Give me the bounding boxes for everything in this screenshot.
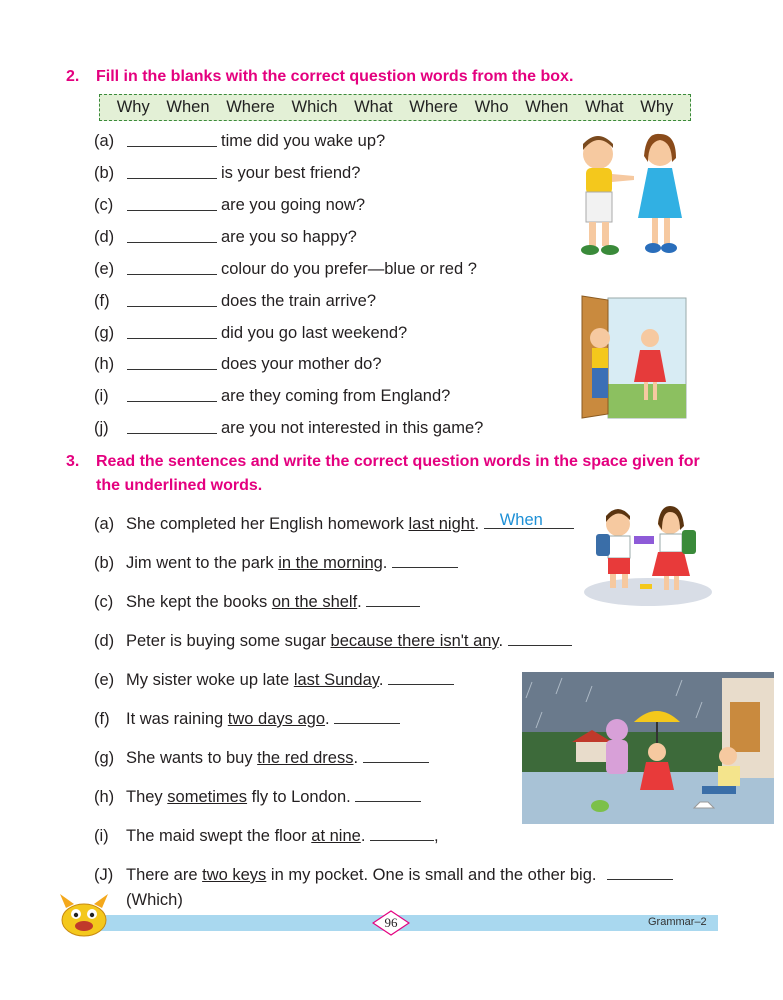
underlined-phrase: the red dress [257, 749, 354, 767]
item-text: colour do you prefer—blue or red ? [221, 260, 477, 278]
sentence-text: The maid swept the floor [126, 827, 312, 845]
underlined-phrase: because there isn't any [330, 632, 499, 650]
item-text: does your mother do? [221, 355, 382, 373]
item-label: (f) [94, 292, 110, 310]
sentence-text: She completed her English homework [126, 515, 409, 533]
book [634, 536, 654, 544]
answer-blank[interactable] [334, 709, 400, 724]
girl-leg [652, 218, 658, 244]
item-label: (b) [94, 554, 115, 572]
sentence-text: . [378, 671, 384, 689]
word-box-item: Who [474, 98, 509, 116]
answer-blank[interactable] [127, 274, 217, 275]
girl-head [641, 329, 659, 347]
backpack [682, 530, 696, 554]
sentence-text: It was raining [126, 710, 228, 728]
section-3-item-i: (i) The maid swept the floor at nine. , [94, 824, 439, 848]
item-label: (a) [94, 515, 115, 533]
underlined-phrase: on the shelf [271, 593, 358, 611]
section-3-item-e [94, 668, 454, 692]
page-number: 96 [384, 915, 398, 930]
frog [591, 800, 609, 812]
girl-shirt [660, 534, 682, 552]
girl-leg [653, 382, 657, 400]
sentence-text: She wants to buy [126, 749, 258, 767]
section-3-item-c [94, 590, 420, 614]
sentence-text: . [360, 827, 366, 845]
children-talking-illustration [568, 126, 696, 262]
boy-shorts [608, 558, 630, 574]
section-3-item-g [94, 746, 429, 770]
house-door [730, 702, 760, 752]
item-text: did you go last weekend? [221, 324, 408, 342]
section-2-number: 2. [66, 68, 80, 85]
boy-leg [589, 222, 596, 246]
underlined-phrase: last night [408, 515, 475, 533]
item-label: (h) [94, 788, 115, 806]
answer-blank[interactable] [508, 631, 572, 646]
boy-leg [622, 574, 628, 588]
item-label: (a) [94, 132, 115, 150]
sentence-text: . [357, 593, 362, 611]
answer-blank[interactable] [127, 433, 217, 434]
item-text: does the train arrive? [221, 292, 377, 310]
boy-shirt [592, 348, 608, 368]
rain-scene-illustration [522, 672, 774, 824]
sentence-text: fly to London. [247, 788, 351, 806]
section-3-item-d [94, 629, 572, 653]
raincoat [606, 740, 628, 774]
section-3-number: 3. [66, 453, 80, 470]
sentence-text: . [353, 749, 359, 767]
answer-blank[interactable] [127, 401, 217, 402]
answer-blank[interactable] [370, 826, 434, 841]
sentence-text: . [382, 554, 388, 572]
underlined-phrase: at nine [311, 827, 361, 845]
item-label: (J) [94, 866, 114, 884]
underlined-phrase: two keys [202, 866, 267, 884]
word-box-item: When [166, 98, 210, 116]
backpack [596, 534, 610, 556]
sentence-text: Peter is buying some sugar [126, 632, 331, 650]
book-title: Grammar–2 [648, 916, 707, 928]
fallen-book [640, 584, 652, 589]
answer-blank[interactable] [127, 242, 217, 243]
boy-shirt [586, 168, 612, 194]
door-scene-illustration [578, 294, 688, 422]
answer-blank[interactable] [392, 553, 458, 568]
boy-shirt [608, 536, 630, 558]
distant-house [576, 742, 608, 762]
item-label: (c) [94, 196, 114, 214]
item-label: (e) [94, 260, 115, 278]
item-label: (d) [94, 228, 115, 246]
boy-shoe [601, 245, 619, 255]
boy-arm [612, 174, 634, 182]
item-label: (h) [94, 355, 115, 373]
sentence-text: They [126, 788, 168, 806]
item-label: (g) [94, 324, 115, 342]
item-label: (e) [94, 671, 115, 689]
sentence-text: . [498, 632, 504, 650]
filled-answer: When [499, 511, 543, 529]
sentence-text: in my pocket. One is small and the other big. [266, 866, 597, 884]
item-text: are you not interested in this game? [221, 419, 484, 437]
hooded-child-head [606, 719, 628, 741]
monster-mascot-icon [56, 892, 112, 938]
word-box-item: Where [226, 98, 275, 116]
boy-leg [610, 574, 616, 588]
section-3-item-j [94, 863, 673, 887]
word-box-item: Why [116, 98, 150, 116]
section-3-item-j-hint: (Which) [126, 891, 183, 909]
section-3-item-h [94, 785, 421, 809]
underlined-phrase: sometimes [167, 788, 248, 806]
word-box [99, 94, 691, 121]
sentence-text: My sister woke up late [126, 671, 294, 689]
item-text: are you going now? [221, 196, 366, 214]
underlined-phrase: two days ago [227, 710, 326, 728]
item-label: (i) [94, 387, 109, 405]
boy-shirt [718, 766, 740, 786]
section-3-item-f [94, 707, 400, 731]
item-label: (g) [94, 749, 115, 767]
sentence-text: There are [126, 866, 203, 884]
item-label: (j) [94, 419, 109, 437]
item-text: time did you wake up? [221, 132, 386, 150]
underlined-phrase: in the morning [278, 554, 383, 572]
sentence-text: Jim went to the park [126, 554, 279, 572]
answer-blank[interactable] [127, 306, 217, 307]
item-label: (c) [94, 593, 114, 611]
section-3-title-line-2: the underlined words. [96, 477, 263, 494]
answer-blank[interactable] [355, 787, 421, 802]
boy-head [590, 328, 610, 348]
girl-head [648, 743, 666, 761]
item-text: is your best friend? [221, 164, 361, 182]
girl-shoe [645, 243, 661, 253]
boy-shorts [586, 192, 612, 222]
answer-blank[interactable] [127, 146, 217, 147]
word-box-item: When [525, 98, 569, 116]
girl-leg [664, 218, 670, 244]
girl-shoe [661, 243, 677, 253]
item-label: (d) [94, 632, 115, 650]
answer-blank[interactable] [366, 592, 420, 607]
word-box-item: Where [409, 98, 458, 116]
girl-skirt [652, 552, 690, 576]
ground [584, 578, 712, 606]
answer-blank[interactable] [127, 369, 217, 370]
word-box-item: Why [640, 98, 674, 116]
answer-blank[interactable] [127, 210, 217, 211]
answer-blank[interactable] [607, 865, 673, 880]
word-box-item: What [585, 98, 624, 116]
word-box-item: Which [291, 98, 338, 116]
answer-blank[interactable] [388, 670, 454, 685]
section-2-title: Fill in the blanks with the correct question words from the box. [96, 68, 574, 85]
item-text: are they coming from England? [221, 387, 451, 405]
answer-blank[interactable] [127, 338, 217, 339]
item-label: (b) [94, 164, 115, 182]
boy-leg [602, 222, 609, 246]
girl-leg [644, 382, 648, 400]
item-label: (f) [94, 710, 110, 728]
word-box-item: What [354, 98, 393, 116]
section-3-title-line-1: Read the sentences and write the correct question words in the space given for [96, 453, 700, 470]
boy-pants [592, 368, 608, 398]
sentence-text: She kept the books [126, 593, 272, 611]
sentence-text: . [474, 515, 480, 533]
item-label: (i) [94, 827, 109, 845]
item-text: are you so happy? [221, 228, 357, 246]
section-3-item-b [94, 551, 458, 575]
girl-dress [638, 168, 682, 218]
school-kids-illustration [578, 500, 713, 610]
girl-leg [664, 576, 669, 590]
boy-shoe [581, 245, 599, 255]
answer-blank[interactable] [363, 748, 429, 763]
underlined-phrase: last Sunday [293, 671, 379, 689]
sentence-text: . [325, 710, 330, 728]
answer-blank[interactable] [127, 178, 217, 179]
boy-pants [702, 786, 736, 794]
boy-head [719, 747, 737, 765]
section-3-item-a [94, 512, 574, 536]
girl-leg [674, 576, 679, 590]
answer-blank[interactable] [484, 511, 574, 529]
